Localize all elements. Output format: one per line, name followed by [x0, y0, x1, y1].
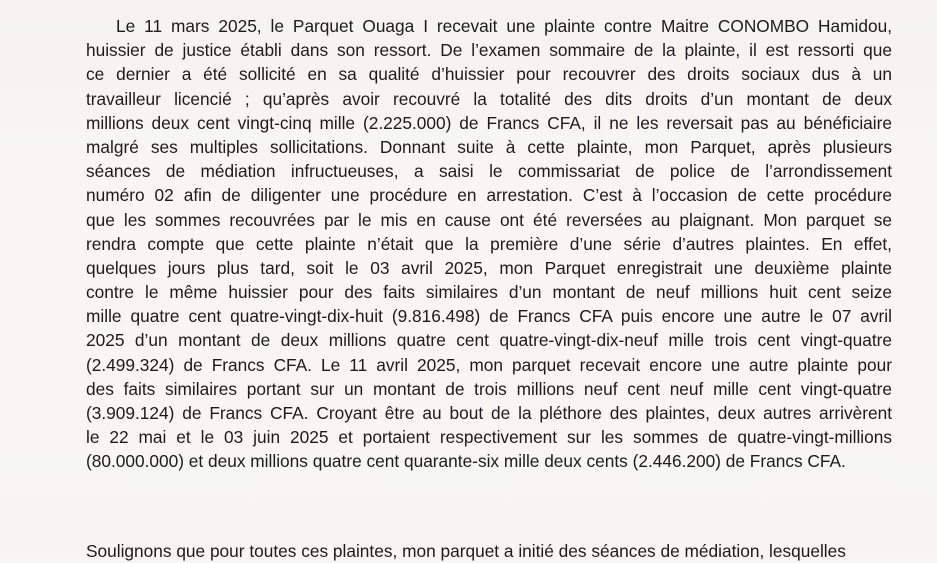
- paragraph-line: numéro 02 afin de diligenter une procédure en arrestation. C’est à l’occasion de cette procédure: [86, 185, 892, 206]
- paragraph-line: des faits similaires portant sur un montant de trois millions neuf cent neuf mille cent vingt-quatre: [86, 378, 892, 399]
- paragraph-line: (80.000.000) et deux millions quatre cent quarante-six mille deux cents (2.446.200) de Francs CFA.: [86, 451, 846, 472]
- body-paragraph: [86, 14, 892, 474]
- paragraph-line: malgré ses multiples sollicitations. Donnant suite à cette plainte, mon Parquet, après plusieurs: [86, 136, 892, 157]
- paragraph-line: millions deux cent vingt-cinq mille (2.225.000) de Francs CFA, il ne les reversait pas au bénéficiaire: [86, 112, 892, 133]
- paragraph-line: 2025 d’un montant de deux millions quatre cent quatre-vingt-dix-neuf mille trois cent vingt-quatre: [86, 330, 892, 351]
- paragraph-line: travailleur licencié ; qu’après avoir recouvré la totalité des dits droits d’un montant de deux: [86, 88, 892, 109]
- paragraph-line: huissier de justice établi dans son ressort. De l’examen sommaire de la plainte, il est ressorti que: [86, 40, 892, 61]
- next-paragraph-start: [86, 539, 892, 561]
- paragraph-line: Le 11 mars 2025, le Parquet Ouaga I recevait une plainte contre Maitre CONOMBO Hamidou,: [116, 16, 892, 36]
- paragraph-line: (3.909.124) de Francs CFA. Croyant être au bout de la pléthore des plaintes, deux autres arrivèrent: [86, 403, 892, 423]
- paragraph-line: mille quatre cent quatre-vingt-dix-huit (9.816.498) de Francs CFA puis encore une autre le 07 avril: [86, 306, 892, 327]
- paragraph-line: ce dernier a été sollicité en sa qualité d’huissier pour recouvrer des droits sociaux dus à un: [86, 64, 892, 85]
- paragraph-line: contre le même huissier pour des faits similaires d’un montant de neuf millions huit cent seize: [86, 282, 892, 303]
- paragraph-line: rendra compte que cette plainte n’était que la première d’une série d’autres plaintes. En effet,: [86, 233, 892, 254]
- paragraph-line: quelques jours plus tard, soit le 03 avril 2025, mon Parquet enregistrait une deuxième plainte: [86, 257, 892, 278]
- paragraph-line: le 22 mai et le 03 juin 2025 et portaient respectivement sur les sommes de quatre-vingt-millions: [86, 427, 892, 448]
- paragraph-line: (2.499.324) de Francs CFA. Le 11 avril 2025, mon parquet recevait encore une autre plainte pour: [86, 354, 892, 375]
- paragraph-line: que les sommes recouvrées par le mis en cause ont été reversées au plaignant. Mon parquet se: [86, 209, 892, 230]
- paragraph-line: séances de médiation infructueuses, a saisi le commissariat de police de l’arrondissement: [86, 161, 892, 182]
- next-paragraph-text: Soulignons que pour toutes ces plaintes, mon parquet a initié des séances de médiation, lesquelles: [86, 541, 846, 561]
